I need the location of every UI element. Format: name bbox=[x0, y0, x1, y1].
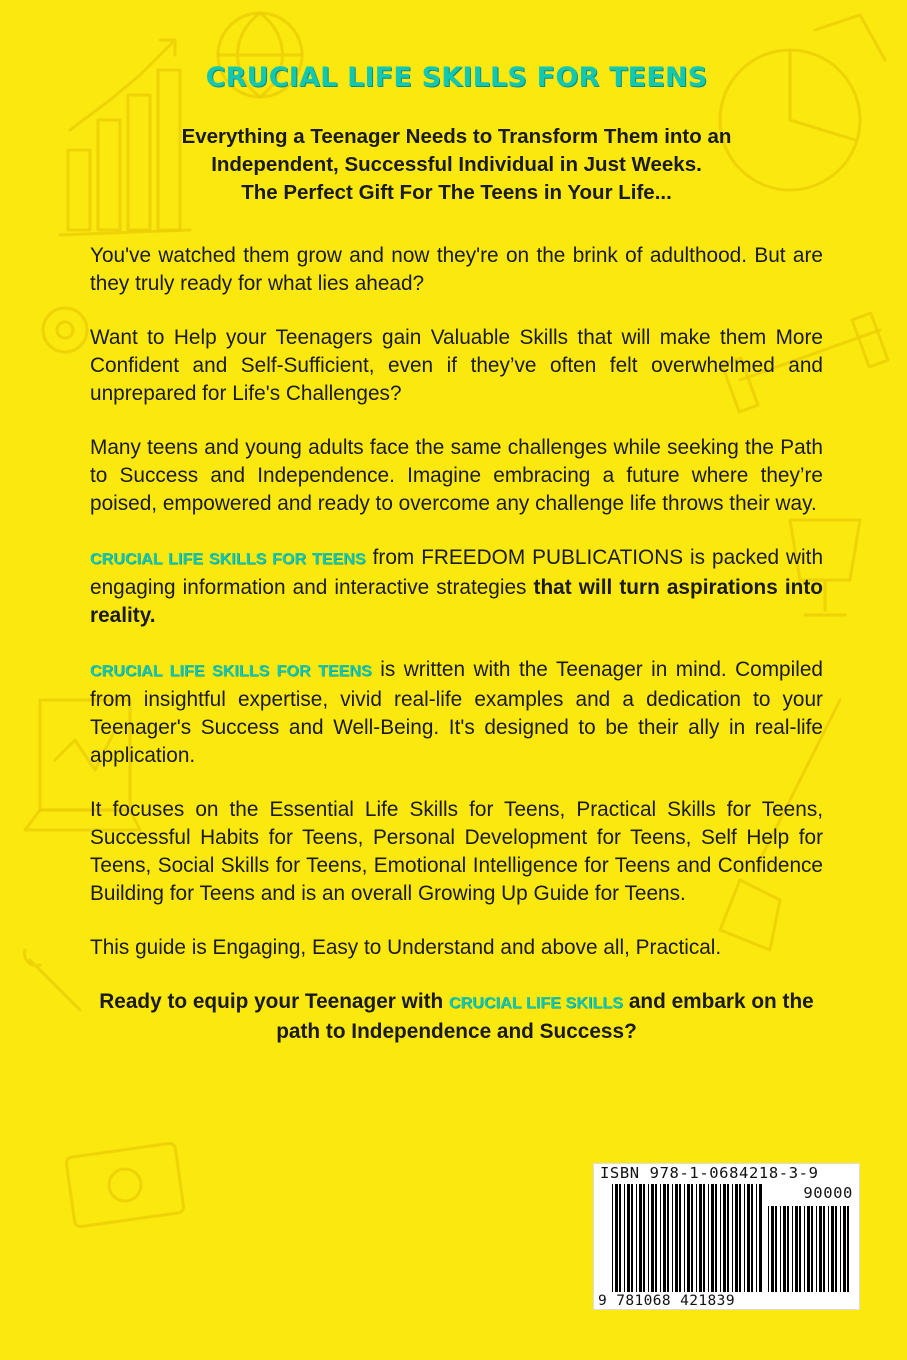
barcode-bar bbox=[715, 1184, 717, 1292]
barcode-bar bbox=[708, 1184, 709, 1292]
barcode-bar bbox=[696, 1184, 697, 1292]
barcode-bar bbox=[816, 1206, 817, 1292]
barcode-bar bbox=[831, 1206, 834, 1292]
barcode-bar bbox=[735, 1184, 738, 1292]
barcode-bar bbox=[843, 1206, 846, 1292]
barcode-bar bbox=[792, 1206, 793, 1292]
barcode-bar bbox=[699, 1184, 702, 1292]
tagline bbox=[90, 123, 823, 207]
barcode-bar bbox=[639, 1184, 642, 1292]
barcode-bar bbox=[828, 1206, 829, 1292]
closing-after: and embark on the path to Independence and Success? bbox=[276, 990, 814, 1043]
barcode-bar bbox=[811, 1206, 813, 1292]
barcode-bar bbox=[636, 1184, 637, 1292]
money-icon bbox=[66, 1143, 185, 1228]
barcode-bar bbox=[751, 1184, 753, 1292]
barcode-bar bbox=[660, 1184, 661, 1292]
barcode-bar bbox=[823, 1206, 825, 1292]
barcode-bar bbox=[768, 1206, 769, 1292]
wrench-icon bbox=[24, 950, 80, 1010]
barcode-bar bbox=[703, 1184, 705, 1292]
publisher-text: from FREEDOM PUBLICATIONS is packed with engaging information and interactive strategies bbox=[90, 546, 824, 599]
barcode-bar bbox=[780, 1206, 781, 1292]
barcode-bar bbox=[771, 1206, 774, 1292]
barcode-bar bbox=[775, 1206, 777, 1292]
price-code: 90000 bbox=[803, 1184, 853, 1202]
barcode-bar bbox=[804, 1206, 805, 1292]
closing-call-to-action bbox=[90, 988, 823, 1046]
brand-name: CRUCIAL LIFE SKILLS FOR TEENS bbox=[90, 551, 366, 568]
publisher-bold-text: that will turn aspirations into reality. bbox=[90, 576, 824, 627]
tagline-line-3: The Perfect Gift For The Teens in Your Life... bbox=[241, 181, 672, 204]
paragraph-written bbox=[90, 656, 823, 770]
gear-doodle-icon bbox=[43, 308, 87, 352]
barcode-bar bbox=[667, 1184, 669, 1292]
tagline-line-2: Independent, Successful Individual in Just Weeks. bbox=[211, 153, 702, 176]
barcode-bar bbox=[619, 1184, 621, 1292]
barcode-bar bbox=[684, 1184, 685, 1292]
barcode-bar bbox=[663, 1184, 666, 1292]
isbn-number: ISBN 978-1-0684218-3-9 bbox=[600, 1164, 819, 1182]
barcode-bar bbox=[648, 1184, 649, 1292]
barcode-bar bbox=[744, 1184, 745, 1292]
barcode-bar bbox=[655, 1184, 657, 1292]
barcode-bar bbox=[732, 1184, 733, 1292]
barcode-bar bbox=[787, 1206, 789, 1292]
closing-before: Ready to equip your Teenager with bbox=[99, 990, 449, 1013]
barcode-bar bbox=[847, 1206, 849, 1292]
barcode-bar bbox=[675, 1184, 678, 1292]
barcode-bar bbox=[627, 1184, 630, 1292]
barcode-bar bbox=[672, 1184, 673, 1292]
paragraph-focus: It focuses on the Essential Life Skills for Teens, Practical Skills for Teens, Successful Habits for Teens, Personal Development for Teens, Self Help for Teens, Social Skills for Teens, Emotional Intelligence for Teens and Confidence Building for Teens and is an overall Growing Up Guide for Teens. bbox=[90, 798, 823, 905]
addon-bars bbox=[768, 1206, 852, 1292]
paragraph-publisher bbox=[90, 544, 823, 630]
back-cover-text bbox=[90, 62, 823, 1046]
barcode-bar bbox=[759, 1184, 762, 1292]
brand-short: CRUCIAL LIFE SKILLS bbox=[449, 995, 624, 1012]
isbn-barcode bbox=[593, 1163, 860, 1310]
barcode-bar bbox=[631, 1184, 633, 1292]
barcode-bar bbox=[819, 1206, 822, 1292]
book-title: CRUCIAL LIFE SKILLS FOR TEENS bbox=[205, 62, 708, 93]
paragraph-guide: This guide is Engaging, Easy to Understand and above all, Practical. bbox=[90, 936, 722, 959]
barcode-bar bbox=[799, 1206, 801, 1292]
barcode-bar bbox=[643, 1184, 645, 1292]
barcode-bar bbox=[840, 1206, 841, 1292]
barcode-bar bbox=[687, 1184, 690, 1292]
barcode-bar bbox=[756, 1184, 757, 1292]
barcode-bar bbox=[691, 1184, 693, 1292]
barcode-bar bbox=[612, 1184, 613, 1292]
ean-bars bbox=[612, 1184, 762, 1292]
paragraph-help: Want to Help your Teenagers gain Valuable Skills that will make them More Confident and Self-Sufficient, even if they’ve often felt overwhelmed and unprepared for Life's Challenges? bbox=[90, 326, 823, 405]
barcode-bar bbox=[723, 1184, 726, 1292]
ean-number: 9 781068 421839 bbox=[598, 1293, 735, 1309]
barcode-bar bbox=[679, 1184, 681, 1292]
barcode-bar bbox=[615, 1184, 618, 1292]
barcode-bar bbox=[727, 1184, 729, 1292]
barcode-bar bbox=[739, 1184, 741, 1292]
barcode-bar bbox=[651, 1184, 654, 1292]
barcode-bar bbox=[720, 1184, 721, 1292]
barcode-bar bbox=[835, 1206, 837, 1292]
barcode-bar bbox=[747, 1184, 750, 1292]
barcode-bar bbox=[807, 1206, 810, 1292]
paragraph-challenges: Many teens and young adults face the same challenges while seeking the Path to Success and Independence. Imagine embracing a future where they’re poised, empowered and ready to overcome any challenge life throws their way. bbox=[90, 436, 823, 515]
brand-name: CRUCIAL LIFE SKILLS FOR TEENS bbox=[90, 663, 372, 680]
barcode-bar bbox=[783, 1206, 786, 1292]
barcode-bar bbox=[624, 1184, 625, 1292]
tagline-line-1: Everything a Teenager Needs to Transform Them into an bbox=[181, 125, 732, 148]
written-text: is written with the Teenager in mind. Compiled from insightful expertise, vivid real-life examples and a dedication to your Teenager's Success and Well-Being. It's designed to be their ally in real-life application. bbox=[90, 658, 823, 767]
paragraph-intro: You've watched them grow and now they're on the brink of adulthood. But are they truly ready for what lies ahead? bbox=[90, 244, 823, 295]
barcode-bar bbox=[795, 1206, 798, 1292]
barcode-bar bbox=[711, 1184, 714, 1292]
